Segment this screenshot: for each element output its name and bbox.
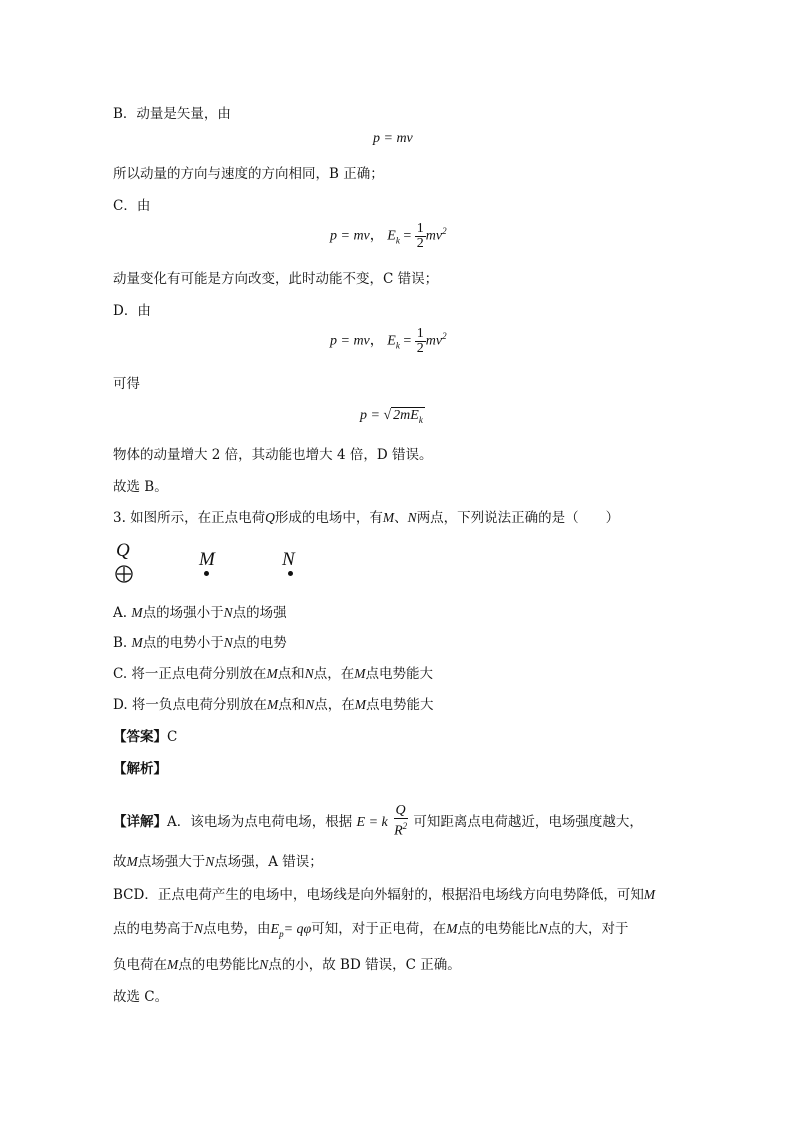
var-n: N	[259, 957, 269, 972]
fraction-numerator: 1	[416, 326, 424, 341]
ep-rest: = qφ	[283, 922, 312, 937]
detail-bcd-line2	[113, 920, 629, 943]
formula-e-lhs: E = k	[356, 814, 388, 830]
var-n: N	[223, 635, 233, 650]
detail-text: A．该电场为点电荷电场，根据	[167, 813, 353, 830]
var-n: N	[538, 921, 548, 936]
detail-text: 点电势，由	[203, 921, 271, 937]
exponent: 2	[442, 226, 447, 237]
positive-charge-icon	[113, 563, 135, 585]
mv-term: mv	[425, 333, 443, 349]
equals: =	[403, 228, 412, 244]
option-d-intro: D．由	[113, 303, 151, 319]
formula-momentum: p = mv	[330, 228, 370, 244]
figure-q-label: Q	[116, 540, 130, 561]
fraction-q-over-r2	[392, 804, 409, 839]
option-c-intro: C．由	[113, 198, 151, 214]
option-a	[113, 604, 287, 622]
kede-text: 可得	[113, 376, 140, 392]
var-m: M	[126, 854, 138, 869]
var-m: M	[354, 666, 366, 681]
var-m: M	[643, 887, 656, 902]
option-label: B.	[113, 635, 132, 651]
root-body: 2mE	[393, 408, 419, 423]
mv-term: mv	[425, 228, 443, 244]
option-text: 点的场强	[232, 605, 287, 621]
separator: ，	[369, 228, 384, 244]
figure-m-label: M	[199, 549, 215, 570]
var-m: M	[446, 921, 458, 936]
detail-label: 【详解】	[113, 813, 167, 830]
detail-text: 点场强，A 错误；	[214, 854, 323, 870]
option-text: 点电势能大	[365, 697, 434, 713]
detail-text: 点的电势高于	[113, 921, 194, 937]
var-m: M	[354, 697, 366, 712]
ek-subscript: k	[395, 340, 400, 351]
detail-text: 可知，对于正电荷，在	[311, 921, 447, 937]
fraction-denominator: 2	[416, 236, 424, 251]
fraction-half	[415, 327, 426, 356]
fraction-denominator	[392, 819, 409, 839]
dun: 、	[394, 510, 408, 526]
fraction-denominator: 2	[416, 341, 424, 356]
ek-subscript: k	[395, 235, 400, 246]
var-m: M	[131, 635, 143, 650]
sqrt-sign: √	[383, 408, 392, 423]
final-answer: 故选 C。	[113, 989, 169, 1005]
formula-momentum: p = mv	[373, 131, 413, 146]
var-n: N	[407, 510, 417, 525]
ep-subscript: p	[279, 928, 284, 939]
formula-ep	[271, 922, 312, 937]
formula-c	[330, 222, 447, 251]
option-text: 点的场强小于	[142, 605, 224, 621]
option-label: A.	[113, 605, 132, 621]
option-c-q3	[113, 665, 433, 683]
option-text: 点的电势	[232, 635, 287, 651]
var-m: M	[266, 666, 278, 681]
figure-n-label: N	[282, 549, 295, 570]
ek-symbol: E	[387, 228, 396, 244]
var-n: N	[205, 854, 215, 869]
answer-value: C	[167, 729, 178, 745]
var-n: N	[305, 697, 315, 712]
var-n: N	[223, 605, 233, 620]
var-q: Q	[265, 510, 275, 525]
var-m: M	[266, 697, 279, 712]
detail-text: 点的大，对于	[547, 921, 629, 937]
denominator-r: R	[394, 823, 403, 839]
exponent: 2	[442, 331, 447, 342]
detail-a-line2	[113, 853, 323, 871]
var-m: M	[167, 957, 179, 972]
detail-a-line1	[113, 805, 643, 840]
answer-b: 故选 B。	[113, 479, 168, 495]
detail-text: 可知距离点电荷越近，电场强度越大，	[413, 813, 643, 830]
detail-bcd-line3	[113, 956, 461, 974]
var-m: M	[131, 605, 143, 620]
detail-text: 故	[113, 854, 127, 870]
option-text: 点，在	[314, 697, 355, 713]
fraction-numerator: Q	[395, 803, 406, 818]
formula-d	[330, 327, 447, 356]
option-c-conclusion: 动量变化有可能是方向改变，此时动能不变，C 错误；	[113, 271, 439, 287]
option-text: 点和	[277, 666, 305, 682]
answer-label: 【答案】	[113, 729, 167, 745]
option-b-conclusion: 所以动量的方向与速度的方向相同，B 正确；	[113, 166, 384, 182]
equals: =	[403, 333, 412, 349]
stem-pre: 3. 如图所示，在正点电荷	[113, 510, 266, 526]
var-m: M	[382, 510, 395, 525]
stem-post: 两点，下列说法正确的是（ ）	[416, 510, 620, 526]
option-b-intro: B．动量是矢量，由	[113, 106, 231, 122]
detail-text: 点的小，故 BD 错误，C 正确。	[268, 957, 461, 973]
exponent: 2	[402, 821, 408, 831]
root-lhs: p =	[360, 408, 380, 423]
formula-momentum: p = mv	[330, 333, 370, 349]
point-m-dot	[204, 571, 209, 576]
formula-root	[360, 408, 425, 425]
option-text: 点电势能大	[365, 666, 433, 682]
separator: ，	[369, 333, 384, 349]
ep-symbol: E	[270, 922, 280, 937]
root-radicand	[391, 407, 425, 423]
root-subscript: k	[418, 414, 423, 425]
point-n-dot	[288, 571, 293, 576]
charge-figure	[110, 540, 310, 590]
option-label: D. 将一负点电荷分别放在	[113, 697, 267, 713]
analysis-label: 【解析】	[113, 761, 167, 777]
option-b-q3	[113, 634, 287, 652]
detail-text: 点场强大于	[137, 854, 206, 870]
answer-line	[113, 728, 177, 746]
option-d-q3	[113, 696, 433, 714]
stem-mid: 形成的电场中，有	[274, 510, 383, 526]
question-3-stem	[113, 509, 619, 527]
detail-text: 负电荷在	[113, 957, 167, 973]
var-n: N	[304, 666, 314, 681]
option-text: 点和	[278, 697, 306, 713]
detail-bcd-line1	[113, 886, 655, 904]
option-text: 点，在	[313, 666, 355, 682]
option-text: 点的电势小于	[142, 635, 224, 651]
detail-text: 点的电势能比	[178, 957, 260, 973]
option-d-conclusion: 物体的动量增大 2 倍，其动能也增大 4 倍，D 错误。	[113, 447, 433, 463]
detail-text: 点的电势能比	[457, 921, 539, 937]
fraction-numerator: 1	[416, 221, 424, 236]
ek-symbol: E	[387, 333, 396, 349]
fraction-half	[415, 222, 426, 251]
var-n: N	[194, 921, 204, 936]
option-label: C. 将一正点电荷分别放在	[113, 666, 267, 682]
detail-text: BCD．正点电荷产生的电场中，电场线是向外辐射的，根据沿电场线方向电势降低，可知	[113, 887, 644, 903]
